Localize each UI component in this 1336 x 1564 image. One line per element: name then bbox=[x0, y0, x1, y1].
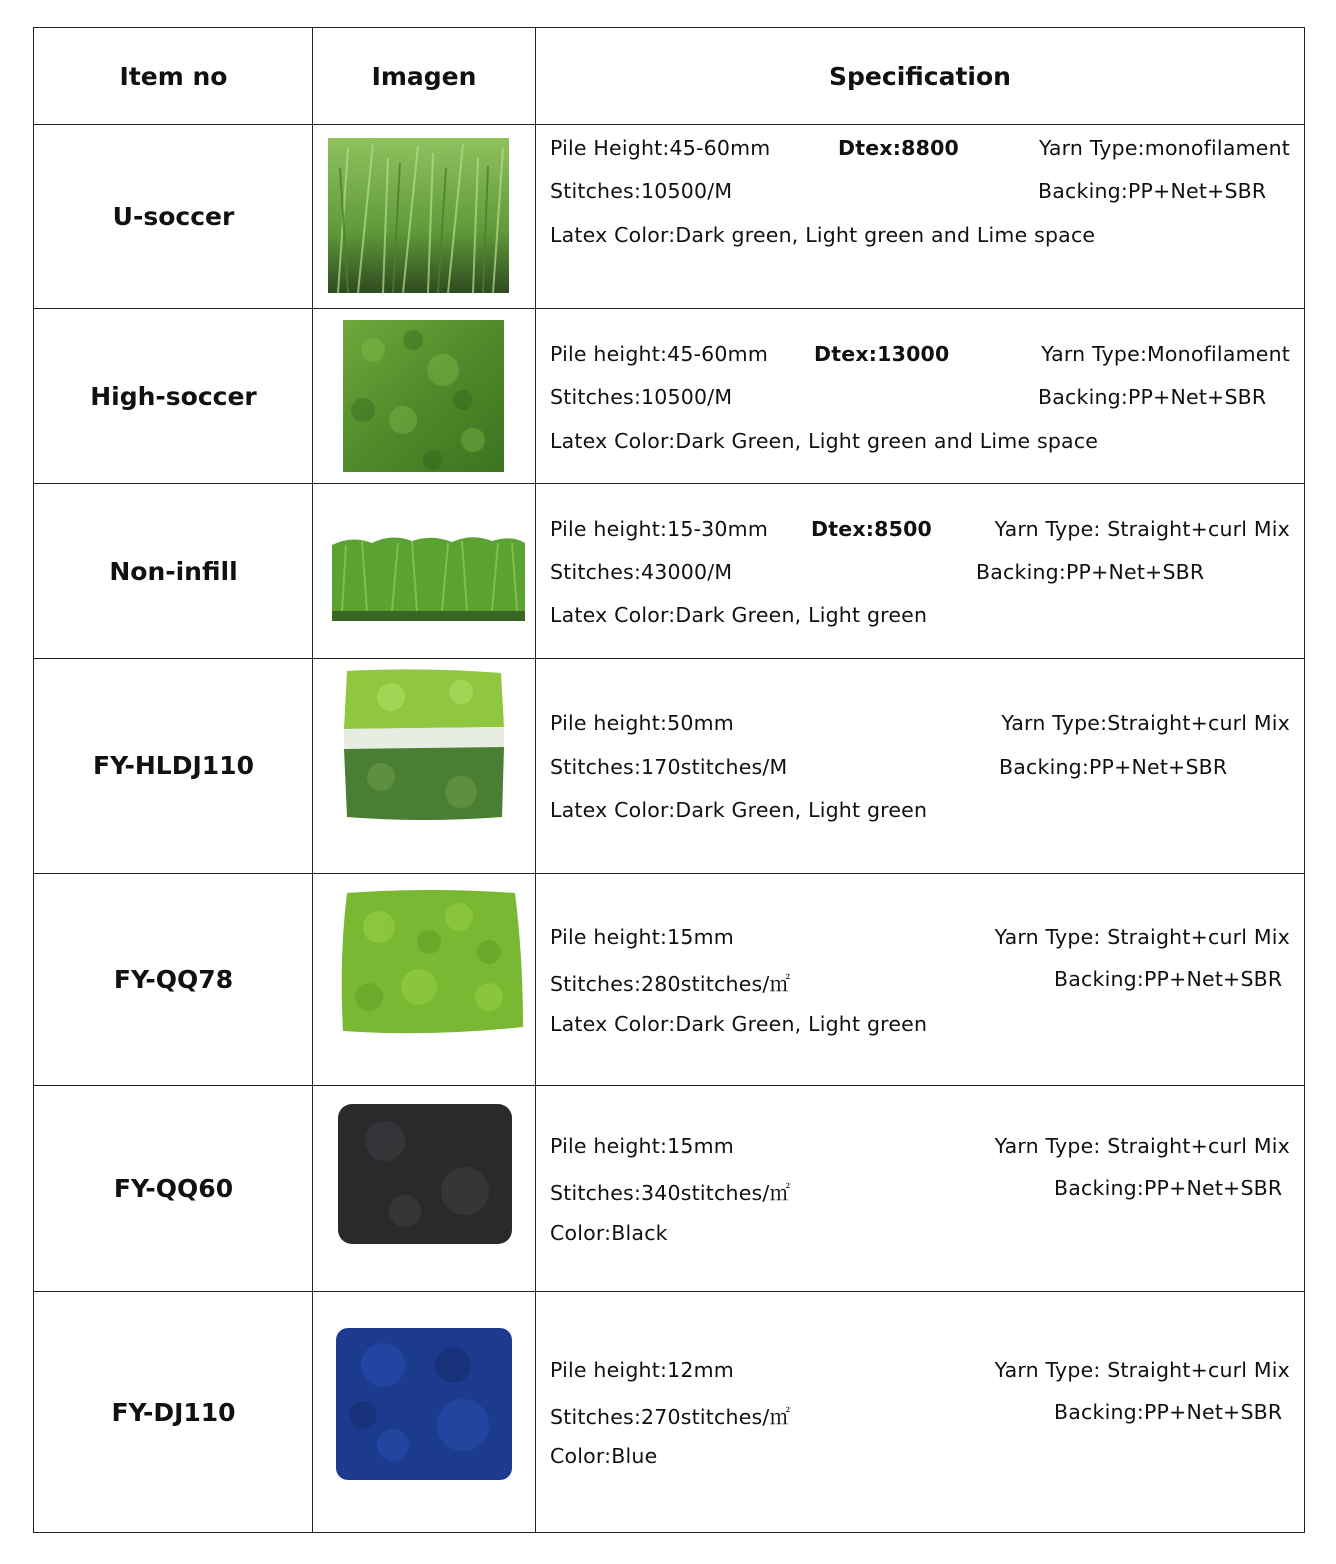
spec-backing: Backing:PP+Net+SBR bbox=[1038, 385, 1267, 409]
header-item-no: Item no bbox=[119, 62, 228, 91]
spec-stitches: Stitches:340stitches/㎡ bbox=[550, 1181, 791, 1205]
spec-color: Color:Blue bbox=[550, 1444, 658, 1468]
spec-stitches: Stitches:10500/M bbox=[550, 179, 733, 203]
spec-pile-height: Pile height:45-60mm bbox=[550, 342, 768, 366]
row-divider bbox=[34, 873, 1304, 874]
row-divider bbox=[34, 308, 1304, 309]
spec-pile-height: Pile height:50mm bbox=[550, 711, 734, 735]
spec-pile-height: Pile Height:45-60mm bbox=[550, 136, 771, 160]
spec-yarn-type: Yarn Type:Straight+curl Mix bbox=[1001, 711, 1290, 735]
item-no: High-soccer bbox=[90, 382, 257, 411]
row-divider bbox=[34, 658, 1304, 659]
header-imagen: Imagen bbox=[371, 62, 477, 91]
spec-color: Latex Color:Dark Green, Light green bbox=[550, 1012, 928, 1036]
spec-color: Latex Color:Dark Green, Light green bbox=[550, 603, 928, 627]
spec-yarn-type: Yarn Type: Straight+curl Mix bbox=[994, 925, 1290, 949]
grass-swatch-image bbox=[332, 531, 525, 626]
spec-dtex: Dtex:8500 bbox=[811, 517, 932, 541]
spec-yarn-type: Yarn Type: Straight+curl Mix bbox=[994, 1358, 1290, 1382]
item-no: FY-HLDJ110 bbox=[93, 751, 254, 780]
grass-swatch-image bbox=[343, 320, 504, 472]
row-divider bbox=[34, 483, 1304, 484]
column-divider bbox=[535, 28, 536, 1532]
spec-pile-height: Pile height:15mm bbox=[550, 1134, 734, 1158]
column-divider bbox=[312, 28, 313, 1532]
spec-stitches: Stitches:170stitches/M bbox=[550, 755, 788, 779]
spec-color: Latex Color:Dark Green, Light green bbox=[550, 798, 928, 822]
spec-pile-height: Pile height:12mm bbox=[550, 1358, 734, 1382]
spec-stitches: Stitches:43000/M bbox=[550, 560, 733, 584]
item-no: U-soccer bbox=[112, 202, 235, 231]
grass-swatch-image bbox=[339, 887, 525, 1037]
spec-yarn-type: Yarn Type:Monofilament bbox=[1041, 342, 1290, 366]
spec-backing: Backing:PP+Net+SBR bbox=[1054, 1176, 1283, 1200]
spec-dtex: Dtex:8800 bbox=[838, 136, 959, 160]
spec-dtex: Dtex:13000 bbox=[814, 342, 950, 366]
spec-stitches: Stitches:10500/M bbox=[550, 385, 733, 409]
spec-yarn-type: Yarn Type: Straight+curl Mix bbox=[994, 1134, 1290, 1158]
spec-table bbox=[33, 27, 1305, 1533]
item-no: FY-QQ60 bbox=[113, 1174, 234, 1203]
spec-stitches: Stitches:280stitches/㎡ bbox=[550, 972, 791, 996]
spec-backing: Backing:PP+Net+SBR bbox=[1038, 179, 1267, 203]
grass-swatch-image bbox=[335, 1101, 515, 1247]
row-divider bbox=[34, 1085, 1304, 1086]
spec-yarn-type: Yarn Type:monofilament bbox=[1038, 136, 1290, 160]
item-no: FY-DJ110 bbox=[111, 1398, 236, 1427]
grass-swatch-image bbox=[333, 1325, 515, 1483]
spec-pile-height: Pile height:15mm bbox=[550, 925, 734, 949]
spec-backing: Backing:PP+Net+SBR bbox=[1054, 967, 1283, 991]
header-specification: Specification bbox=[829, 62, 1011, 91]
spec-pile-height: Pile height:15-30mm bbox=[550, 517, 768, 541]
spec-color: Latex Color:Dark Green, Light green and Lime space bbox=[550, 429, 1099, 453]
spec-backing: Backing:PP+Net+SBR bbox=[999, 755, 1228, 779]
item-no: FY-QQ78 bbox=[113, 965, 234, 994]
row-divider bbox=[34, 124, 1304, 125]
spec-color: Latex Color:Dark green, Light green and Lime space bbox=[550, 223, 1096, 247]
grass-swatch-image bbox=[341, 667, 506, 825]
spec-backing: Backing:PP+Net+SBR bbox=[1054, 1400, 1283, 1424]
spec-color: Color:Black bbox=[550, 1221, 668, 1245]
spec-stitches: Stitches:270stitches/㎡ bbox=[550, 1405, 791, 1429]
spec-backing: Backing:PP+Net+SBR bbox=[976, 560, 1205, 584]
row-divider bbox=[34, 1291, 1304, 1292]
item-no: Non-infill bbox=[109, 557, 238, 586]
spec-yarn-type: Yarn Type: Straight+curl Mix bbox=[994, 517, 1290, 541]
grass-swatch-image bbox=[328, 138, 509, 293]
